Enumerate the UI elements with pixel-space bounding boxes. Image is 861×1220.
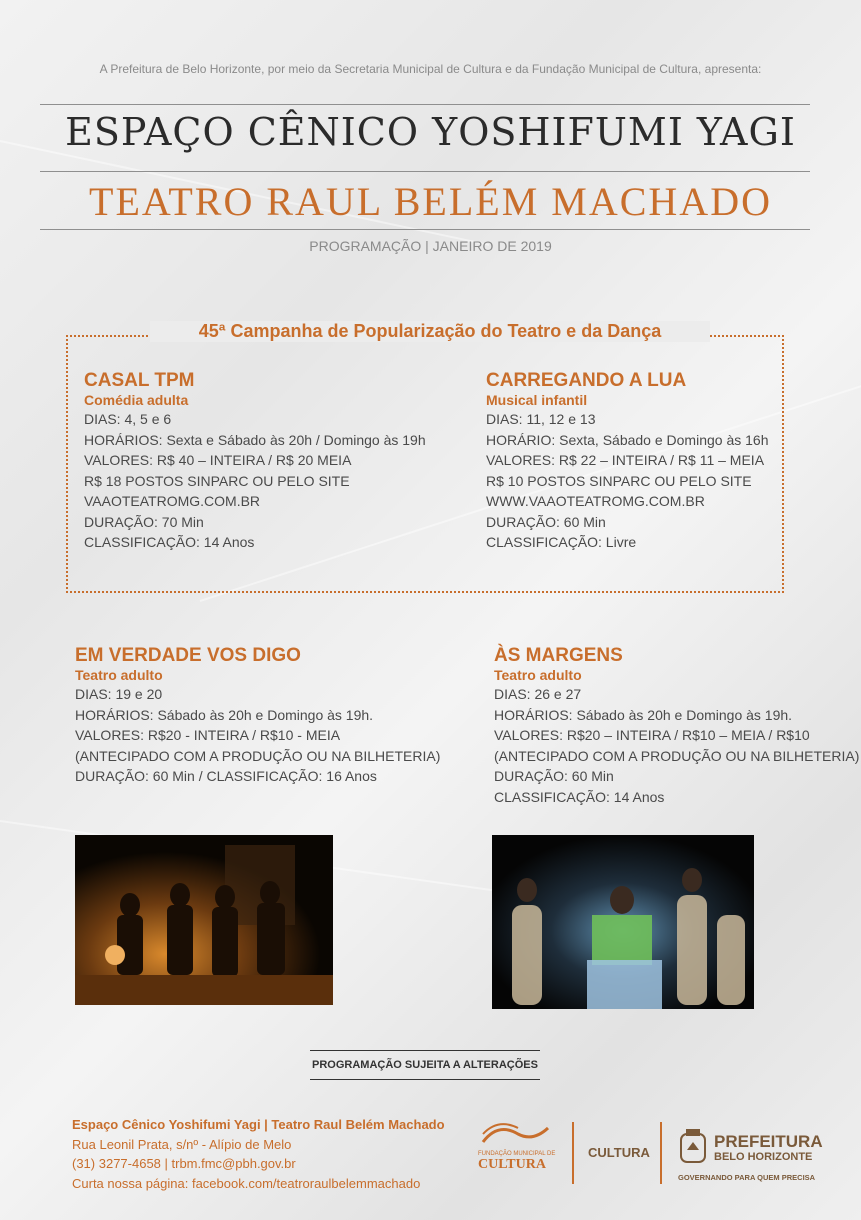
- header-rule-middle: [40, 171, 810, 172]
- logo-divider: [572, 1122, 574, 1184]
- footer-address: Rua Leonil Prata, s/nº - Alípio de Melo: [72, 1136, 292, 1152]
- show-line: DURAÇÃO: 60 Min / CLASSIFICAÇÃO: 16 Anos: [75, 768, 377, 784]
- show-line: (ANTECIPADO COM A PRODUÇÃO OU NA BILHETERIA): [75, 747, 441, 764]
- show-line: WWW.VAAOTEATROMG.COM.BR: [486, 493, 705, 509]
- intro-text: A Prefeitura de Belo Horizonte, por meio da Secretaria Municipal de Cultura e da Fundação Municipal de Cultura, apresenta:: [99, 62, 762, 76]
- prefeitura-text: PREFEITURA: [714, 1132, 823, 1151]
- show-genre: Musical infantil: [486, 392, 588, 408]
- photo-as-margens: [492, 835, 754, 1009]
- show-line: HORÁRIOS: Sábado às 20h e Domingo às 19h.: [494, 706, 793, 723]
- show-line: HORÁRIO: Sexta, Sábado e Domingo às 16h: [486, 431, 769, 448]
- page-title: ESPAÇO CÊNICO YOSHIFUMI YAGI: [65, 110, 796, 154]
- show-line: DURAÇÃO: 60 Min: [494, 768, 614, 784]
- show-line: HORÁRIOS: Sexta e Sábado às 20h / Domingo às 19h: [84, 431, 426, 448]
- show-line: DIAS: 11, 12 e 13: [486, 411, 596, 427]
- campaign-title: 45ª Campanha de Popularização do Teatro e da Dança: [150, 321, 710, 342]
- header-rule-top: [40, 104, 810, 105]
- show-line: HORÁRIOS: Sábado às 20h e Domingo às 19h.: [75, 706, 374, 723]
- show-title: CASAL TPM: [84, 370, 195, 391]
- show-line: CLASSIFICAÇÃO: 14 Anos: [84, 534, 255, 550]
- fundacao-cultura-logo: [478, 1120, 556, 1180]
- footer-contact: (31) 3277-4658 | trbm.fmc@pbh.gov.br: [72, 1156, 296, 1171]
- show-line: CLASSIFICAÇÃO: 14 Anos: [494, 788, 665, 805]
- show-line: DIAS: 4, 5 e 6: [84, 411, 172, 427]
- show-carregando-a-lua: [486, 370, 776, 553]
- show-title: ÀS MARGENS: [494, 645, 623, 666]
- programacao-label: PROGRAMAÇÃO | JANEIRO DE 2019: [309, 238, 552, 254]
- cultura-logo-text: CULTURA: [588, 1145, 650, 1160]
- show-genre: Teatro adulto: [75, 667, 163, 683]
- show-line: DURAÇÃO: 70 Min: [84, 513, 204, 530]
- photo-em-verdade-vos-digo: [75, 835, 333, 1005]
- show-title: CARREGANDO A LUA: [486, 370, 687, 391]
- slogan-text: GOVERNANDO PARA QUEM PRECISA: [678, 1173, 816, 1182]
- show-genre: Teatro adulto: [494, 667, 582, 683]
- bh-text: BELO HORIZONTE: [714, 1151, 813, 1163]
- show-line: DIAS: 19 e 20: [75, 686, 163, 702]
- fundacao-logo-icon: [478, 1120, 553, 1146]
- show-line: R$ 10 POSTOS SINPARC OU PELO SITE: [486, 472, 752, 489]
- prefeitura-logo: [714, 1133, 823, 1164]
- page-subtitle: TEATRO RAUL BELÉM MACHADO: [89, 179, 772, 224]
- show-line: (ANTECIPADO COM A PRODUÇÃO OU NA BILHETERIA): [494, 747, 860, 764]
- notice-label: PROGRAMAÇÃO SUJEITA A ALTERAÇÕES: [310, 1050, 540, 1080]
- show-casal-tpm: [84, 370, 444, 553]
- show-line: VALORES: R$ 40 – INTEIRA / R$ 20 MEIA: [84, 452, 352, 468]
- show-line: VALORES: R$20 – INTEIRA / R$10 – MEIA / R$10: [494, 727, 810, 743]
- show-line: VALORES: R$20 - INTEIRA / R$10 - MEIA: [75, 727, 341, 743]
- show-line: CLASSIFICAÇÃO: Livre: [486, 534, 637, 550]
- show-title: EM VERDADE VOS DIGO: [75, 645, 301, 666]
- pbh-coat-of-arms-icon: [678, 1128, 708, 1168]
- fundacao-big-text: CULTURA: [478, 1157, 546, 1172]
- logo-divider: [660, 1122, 662, 1184]
- show-as-margens: [494, 645, 860, 807]
- footer-venue: Espaço Cênico Yoshifumi Yagi | Teatro Raul Belém Machado: [72, 1117, 445, 1132]
- show-line: VAAOTEATROMG.COM.BR: [84, 493, 261, 509]
- footer-facebook: Curta nossa página: facebook.com/teatroraulbelemmachado: [72, 1175, 421, 1191]
- show-line: DURAÇÃO: 60 Min: [486, 513, 606, 530]
- header-rule-bottom: [40, 229, 810, 230]
- show-em-verdade-vos-digo: [75, 645, 441, 787]
- show-line: DIAS: 26 e 27: [494, 686, 582, 702]
- footer-info: [72, 1115, 445, 1193]
- fundacao-small-text: FUNDAÇÃO MUNICIPAL DE: [478, 1151, 556, 1157]
- show-genre: Comédia adulta: [84, 392, 189, 408]
- show-line: R$ 18 POSTOS SINPARC OU PELO SITE: [84, 472, 350, 489]
- show-line: VALORES: R$ 22 – INTEIRA / R$ 11 – MEIA: [486, 452, 765, 468]
